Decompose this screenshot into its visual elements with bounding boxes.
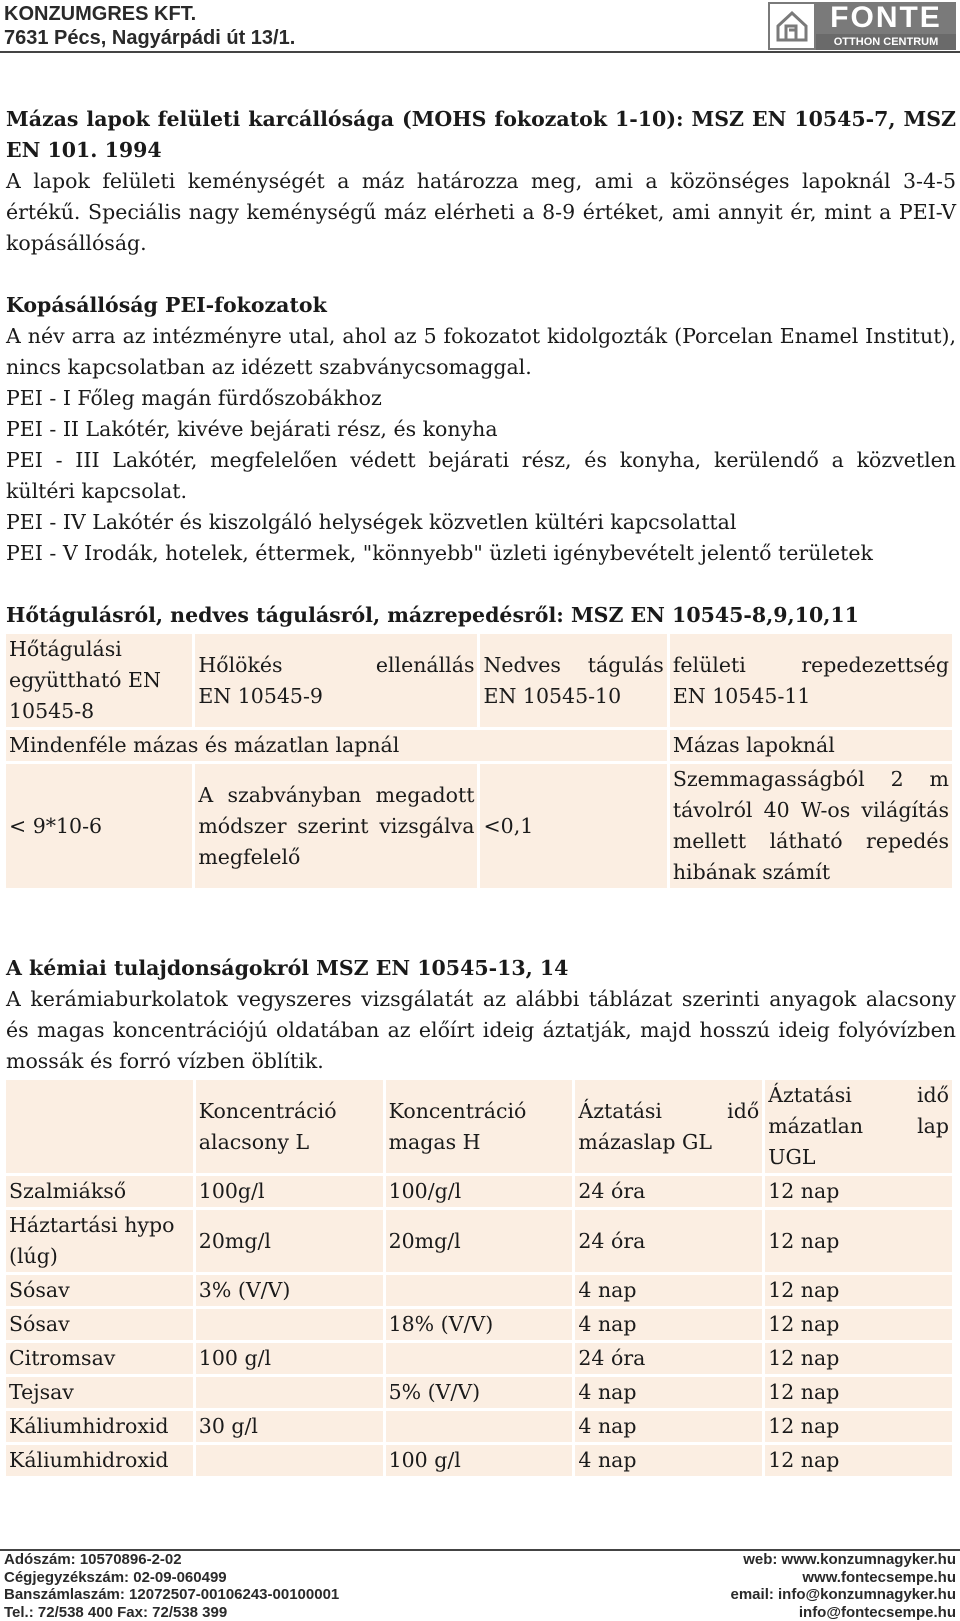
table-cell — [386, 1275, 573, 1306]
section-intro-pei: A név arra az intézményre utal, ahol az 5 fokozatot kidolgozták (Porcelan Enamel Institut), nincs kapcsolatban az idézett szabványcsomaggal. — [6, 324, 956, 379]
pei-item: PEI - II Lakótér, kivéve bejárati rész, és konyha — [6, 417, 498, 441]
table-row — [6, 1377, 952, 1408]
document-body — [6, 104, 956, 1479]
table-cell: 100g/l — [196, 1176, 383, 1207]
table-cell: Hőtágulási együttható EN 10545-8 — [6, 634, 192, 727]
table-row — [6, 764, 952, 888]
pei-item: PEI - IV Lakótér és kiszolgáló helységek közvetlen kültéri kapcsolattal — [6, 510, 737, 534]
table-cell: 12 nap — [765, 1176, 952, 1207]
phone-fax: Tel.: 72/538 400 Fax: 72/538 399 — [4, 1603, 228, 1621]
expansion-table — [3, 631, 955, 891]
table-cell: 12 nap — [765, 1275, 952, 1306]
table-row — [6, 1275, 952, 1306]
table-cell: 4 nap — [575, 1445, 762, 1476]
table-cell: Szemmagasságból 2 m távolról 40 W-os világítás mellett látható repedés hibának számít — [670, 764, 952, 888]
column-header: Áztatási idő mázatlan lap UGL — [765, 1080, 952, 1173]
tax-number: Adószám: 10570896-2-02 — [4, 1551, 182, 1568]
column-header — [6, 1080, 193, 1173]
table-row — [6, 1176, 952, 1207]
table-cell: 24 óra — [575, 1176, 762, 1207]
table-cell: Káliumhidroxid — [6, 1411, 193, 1442]
section-heading-expansion: Hőtágulásról, nedves tágulásról, mázrepedésről: MSZ EN 10545-8,9,10,11 — [6, 603, 859, 627]
table-cell — [386, 1411, 573, 1442]
cell-text: felületi — [672, 652, 746, 677]
cell-text: repedezettség — [801, 652, 949, 677]
fonte-logo — [768, 2, 956, 50]
column-header: Koncentráció alacsony L — [196, 1080, 383, 1173]
table-cell: Szalmiákső — [6, 1176, 193, 1207]
table-row — [6, 1445, 952, 1476]
column-header: Koncentráció magas H — [386, 1080, 573, 1173]
pei-item: PEI - V Irodák, hotelek, éttermek, "könnyebb" üzleti igénybevételt jelentő területek — [6, 541, 873, 565]
table-cell: Káliumhidroxid — [6, 1445, 193, 1476]
logo-brand: FONTE — [816, 2, 956, 34]
table-cell: 4 nap — [575, 1377, 762, 1408]
table-cell: Sósav — [6, 1309, 193, 1340]
section-heading-scratch: Mázas lapok felületi karcállósága (MOHS fokozatok 1-10): MSZ EN 10545-7, MSZ EN 101. 1994 — [6, 107, 956, 162]
table-cell: 12 nap — [765, 1309, 952, 1340]
table-cell — [196, 1445, 383, 1476]
cell-text: tágulás — [587, 652, 664, 677]
table-row — [6, 730, 952, 761]
table-cell — [480, 634, 666, 727]
table-cell: Mindenféle mázas és mázatlan lapnál — [6, 730, 667, 761]
cell-text: Nedves — [483, 652, 561, 677]
table-cell: 5% (V/V) — [386, 1377, 573, 1408]
table-cell: 12 nap — [765, 1377, 952, 1408]
spacer — [6, 569, 956, 600]
table-cell: 100/g/l — [386, 1176, 573, 1207]
footer-company-info — [4, 1551, 339, 1621]
table-cell: Háztartási hypo (lúg) — [6, 1210, 193, 1272]
company-registration: Cégjegyzékszám: 02-09-060499 — [4, 1568, 227, 1586]
table-cell: 3% (V/V) — [196, 1275, 383, 1306]
email-link[interactable]: info@fontecsempe.hu — [798, 1603, 956, 1621]
table-cell: 100 g/l — [386, 1445, 573, 1476]
table-row — [6, 1210, 952, 1272]
table-cell: 24 óra — [575, 1210, 762, 1272]
section-text-chemical: A kerámiaburkolatok vegyszeres vizsgálatát az alábbi táblázat szerinti anyagok alacsony és magas koncentrációjú oldatában az előírt ideig áztatják, majd hosszú ideig folyóvízben mossák és forró vízben öblítik. — [6, 987, 956, 1073]
email-link[interactable]: email: info@konzumnagyker.hu — [730, 1586, 956, 1603]
table-cell — [196, 1377, 383, 1408]
spacer — [6, 259, 956, 290]
table-row — [6, 1343, 952, 1374]
table-cell: < 9*10-6 — [6, 764, 192, 888]
table-cell: 12 nap — [765, 1343, 952, 1374]
house-logo-icon — [768, 2, 816, 50]
column-header: Áztatási idő mázaslap GL — [575, 1080, 762, 1173]
company-address: 7631 Pécs, Nagyárpádi út 13/1. — [4, 27, 296, 49]
table-cell: Mázas lapoknál — [670, 730, 952, 761]
table-row — [6, 1411, 952, 1442]
table-cell: Citromsav — [6, 1343, 193, 1374]
table-cell: 12 nap — [765, 1445, 952, 1476]
table-header-row — [6, 1080, 952, 1173]
table-cell: 4 nap — [575, 1275, 762, 1306]
table-cell: Tejsav — [6, 1377, 193, 1408]
table-row — [6, 634, 952, 727]
table-cell: 4 nap — [575, 1309, 762, 1340]
table-cell: 20mg/l — [386, 1210, 573, 1272]
table-cell: 18% (V/V) — [386, 1309, 573, 1340]
pei-item: PEI - III Lakótér, megfelelően védett bejárati rész, és konyha, kerülendő a közvetlen kültéri kapcsolat. — [6, 448, 956, 503]
pei-item: PEI - I Főleg magán fürdőszobákhoz — [6, 386, 382, 410]
table-row — [6, 1309, 952, 1340]
website-link[interactable]: www.fontecsempe.hu — [802, 1568, 956, 1586]
cell-text: EN 10545-11 — [672, 683, 811, 708]
company-name: KONZUMGRES KFT. — [4, 3, 197, 25]
bank-account: Banszámlaszám: 12072507-00106243-00100001 — [4, 1586, 340, 1603]
website-link[interactable]: web: www.konzumnagyker.hu — [743, 1551, 956, 1568]
footer-contact-info — [731, 1551, 957, 1621]
table-cell: 30 g/l — [196, 1411, 383, 1442]
table-cell — [196, 1309, 383, 1340]
table-cell: A szabványban megadott módszer szerint vizsgálva megfelelő — [195, 764, 477, 888]
logo-subtitle: OTTHON CENTRUM — [816, 34, 956, 50]
cell-text: EN 10545-10 — [483, 683, 622, 708]
spacer — [6, 891, 956, 953]
cell-text: Hőlökés — [198, 652, 283, 677]
table-cell: 100 g/l — [196, 1343, 383, 1374]
section-text-scratch: A lapok felületi keménységét a máz határozza meg, ami a közönséges lapoknál 3-4-5 értékű. Speciális nagy keménységű máz elérheti a 8-9 értéket, ami annyit ér, mint a PEI-V kopásállóság. — [6, 169, 956, 255]
table-cell: 12 nap — [765, 1210, 952, 1272]
table-cell: 24 óra — [575, 1343, 762, 1374]
table-cell: 20mg/l — [196, 1210, 383, 1272]
table-cell — [195, 634, 477, 727]
table-cell — [386, 1343, 573, 1374]
table-cell — [670, 634, 952, 727]
table-cell: <0,1 — [480, 764, 666, 888]
section-heading-pei: Kopásállóság PEI-fokozatok — [6, 293, 327, 317]
table-cell: 4 nap — [575, 1411, 762, 1442]
table-cell: 12 nap — [765, 1411, 952, 1442]
section-heading-chemical: A kémiai tulajdonságokról MSZ EN 10545-13, 14 — [6, 956, 569, 980]
cell-text: ellenállás — [375, 652, 475, 677]
chemical-table — [3, 1077, 955, 1479]
cell-text: EN 10545-9 — [198, 683, 323, 708]
header-divider — [0, 51, 960, 53]
table-cell: Sósav — [6, 1275, 193, 1306]
